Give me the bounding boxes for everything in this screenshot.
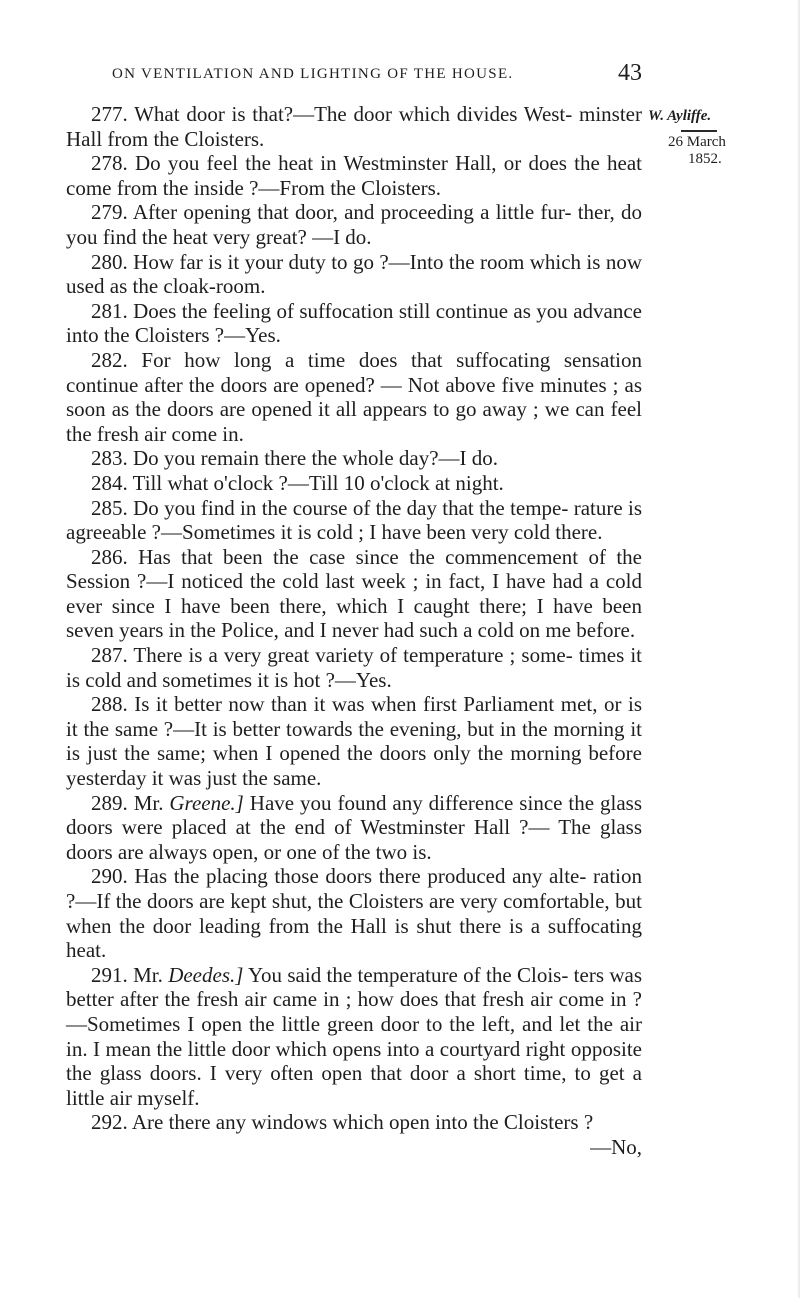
paragraph-279: 279. After opening that door, and proceeding a little fur- ther, do you find the heat very great? —I do. (66, 200, 642, 249)
paragraph-278: 278. Do you feel the heat in Westminster Hall, or does the heat come from the inside ?—From the Cloisters. (66, 151, 642, 200)
running-title: ON VENTILATION AND LIGHTING OF THE HOUSE. (112, 66, 514, 82)
paragraph-286: 286. Has that been the case since the commencement of the Session ?—I noticed the cold last week ; in fact, I have had a cold ever since I have been there, which I caught there; I have been seven years in the Police, and I never had such a cold on me before. (66, 544, 642, 643)
paragraph-287: 287. There is a very great variety of temperature ; some- times it is cold and sometimes it is hot ?—Yes. (66, 643, 642, 692)
paragraph-290-number: 290. (91, 864, 128, 889)
paragraph-289 (66, 791, 642, 865)
paragraph-289-text: Have you found any difference since the glass doors were placed at the end of Westminster Hall ?— The glass doors are always open, or one of the two is. (66, 790, 642, 864)
page-number: 43 (618, 60, 642, 86)
paragraph-290-text: Has the placing those doors there produced any alte- ration ?—If the doors are kept shut, the Cloisters are very comfortable, but when the door leading from the Hall is shut there is a suffocating heat. (66, 864, 642, 963)
paragraph-288: 288. Is it better now than it was when first Parliament met, or is it the same ?—It is better towards the evening, but in the morning it is just the same; when I opened the doors only the morning before yesterday it was just the same. (66, 692, 642, 791)
paragraph-292: 292. Are there any windows which open into the Cloisters ? (91, 1110, 594, 1135)
paragraph-291: 291. Mr. Deedes.] You said the temperature of the Clois- ters was better after the fresh air came in ; how does that fresh air come in ?—Sometimes I open the little green door to the left, and let the air in. I mean the little door which opens into a courtyard right opposite the glass doors. I very often open that door a short time, to get a little air myself. (66, 962, 642, 1110)
running-header (112, 62, 642, 92)
paragraph-289-speaker: Greene.] (169, 790, 244, 815)
paragraph-291-speaker: Deedes.] (168, 962, 244, 987)
paragraph-292-answer: —No, (590, 1134, 642, 1159)
witness-name: W. Ayliffe. (648, 108, 712, 124)
paragraph-277: 277. What door is that?—The door which divides West- minster Hall from the Cloisters. (66, 102, 642, 151)
paragraph-284: 284. Till what o'clock ?—Till 10 o'clock at night. (91, 470, 504, 495)
witness-rule (681, 130, 717, 132)
body-text (66, 102, 642, 1160)
paragraph-290 (66, 864, 642, 962)
paragraph-280: 280. How far is it your duty to go ?—Into the room which is now used as the cloak-room. (66, 249, 642, 299)
paragraph-283: 283. Do you remain there the whole day?—I do. (91, 446, 499, 471)
paragraph-285: 285. Do you find in the course of the day that the tempe- rature is agreeable ?—Sometimes it is cold ; I have been very cold there. (66, 495, 642, 545)
margin-date-day-month: 26 March (668, 134, 726, 150)
margin-note (648, 108, 798, 168)
paragraph-282: 282. For how long a time does that suffocating sensation continue after the doors are opened? — Not above five minutes ; as soon as the doors are opened it all appears to go away ; we can feel the fresh air come in. (66, 347, 642, 446)
margin-date-year: 1852. (688, 151, 722, 167)
paragraph-289-number: 289. Mr. (91, 790, 164, 815)
margin-date (668, 134, 798, 168)
paragraph-281: 281. Does the feeling of suffocation still continue as you advance into the Cloisters ?—Yes. (66, 298, 642, 348)
